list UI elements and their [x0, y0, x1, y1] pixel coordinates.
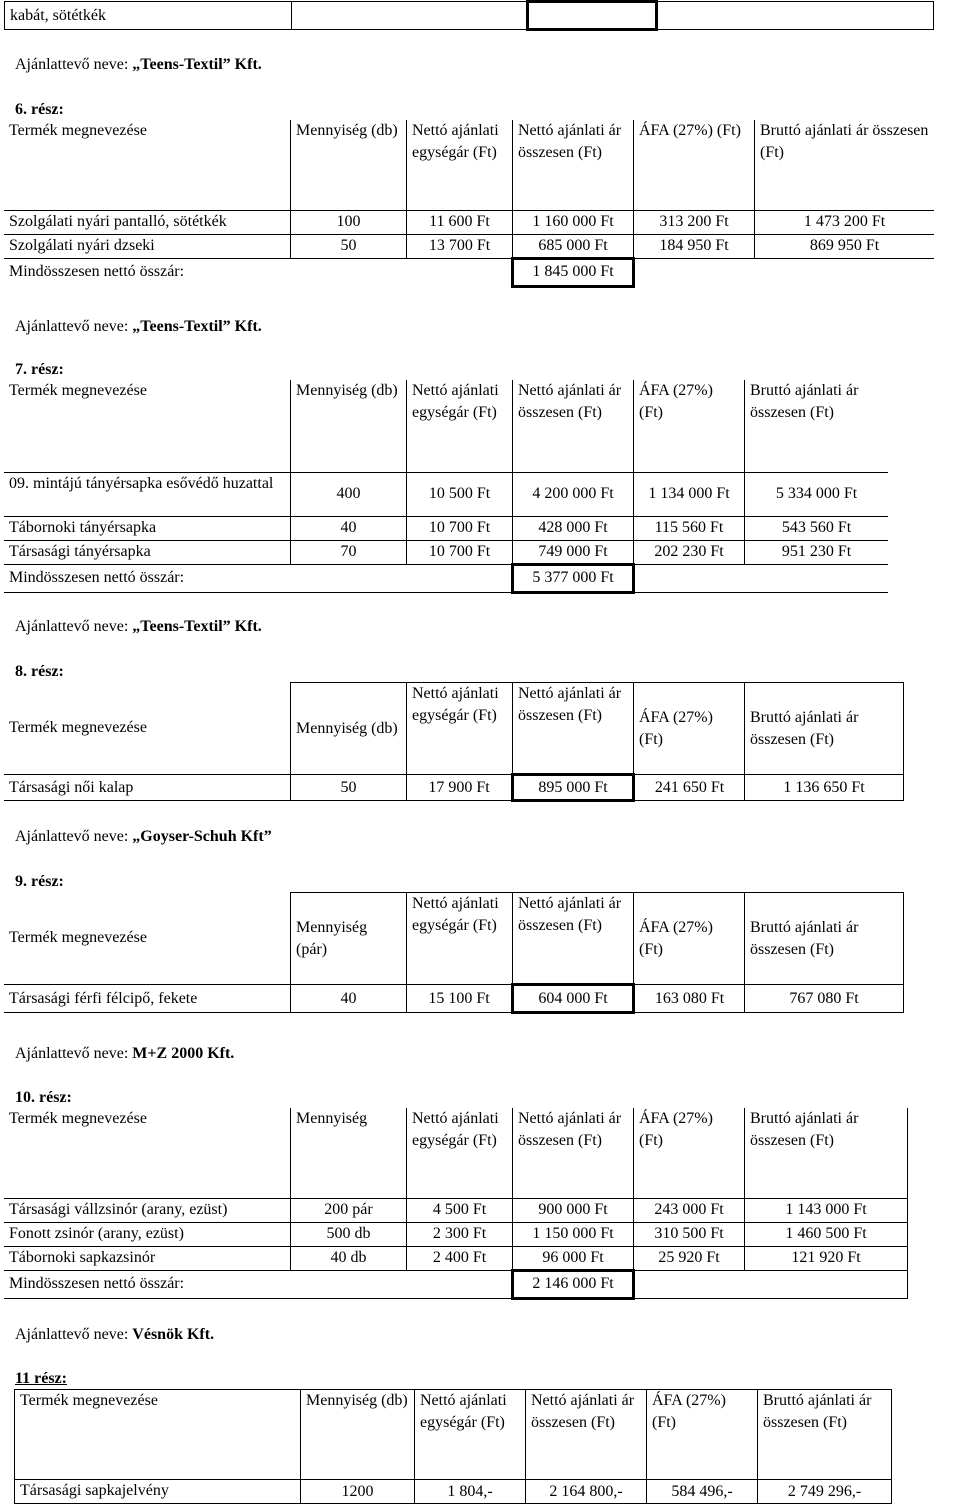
top-row-cell — [657, 2, 934, 30]
col-header: ÁFA (27%) (Ft) — [634, 893, 745, 985]
top-row-cell — [292, 2, 528, 30]
col-header: ÁFA (27%) (Ft) — [634, 120, 755, 210]
col-header: Nettó ajánlati ár összesen (Ft) — [513, 893, 634, 985]
bidder-line: Ajánlattevő neve: M+Z 2000 Kft. — [15, 1045, 235, 1062]
part-heading: 11 rész: — [15, 1370, 67, 1387]
col-header: Nettó ajánlati ár összesen (Ft) — [513, 120, 634, 210]
section-11-table — [14, 1389, 892, 1504]
total-value: 1 845 000 Ft — [513, 258, 634, 286]
total-label: Mindösszesen nettó összár: — [4, 258, 513, 286]
part-heading: 10. rész: — [15, 1089, 72, 1106]
bidder-name: „Teens-Textil” Kft. — [132, 318, 262, 335]
col-header: Termék megnevezése — [4, 893, 291, 985]
top-row-highlight-cell — [528, 2, 657, 30]
total-value: 2 146 000 Ft — [513, 1270, 634, 1298]
col-header: Nettó ajánlati egységár (Ft) — [407, 120, 513, 210]
total-row — [4, 258, 934, 286]
col-header: Termék megnevezése — [4, 683, 291, 775]
part-heading: 7. rész: — [15, 361, 64, 378]
col-header: Bruttó ajánlati ár összesen (Ft) — [745, 380, 889, 472]
col-header: ÁFA (27%) (Ft) — [634, 380, 745, 472]
total-label: Mindösszesen nettó összár: — [4, 1270, 513, 1298]
col-header: Termék megnevezése — [4, 120, 291, 210]
col-header: Nettó ajánlati ár összesen (Ft) — [513, 380, 634, 472]
col-header: Termék megnevezése — [4, 1108, 291, 1198]
bidder-name: „Teens-Textil” Kft. — [132, 618, 262, 635]
col-header: Nettó ajánlati egységár (Ft) — [407, 893, 513, 985]
table-row: Szolgálati nyári dzseki 50 13 700 Ft 685 000 Ft 184 950 Ft 869 950 Ft — [4, 234, 934, 258]
col-header: Mennyiség (db) — [291, 380, 407, 472]
total-row — [4, 564, 888, 592]
col-header: Nettó ajánlati ár összesen (Ft) — [513, 683, 634, 775]
top-partial-table — [4, 0, 934, 31]
col-header: Mennyiség — [291, 1108, 407, 1198]
total-value: 5 377 000 Ft — [513, 564, 634, 592]
part-heading: 8. rész: — [15, 663, 64, 680]
col-header: Nettó ajánlati ár összesen (Ft) — [526, 1390, 647, 1480]
col-header: ÁFA (27%) (Ft) — [634, 683, 745, 775]
bidder-name: „Teens-Textil” Kft. — [132, 56, 262, 73]
col-header: Bruttó ajánlati ár összesen (Ft) — [755, 120, 935, 210]
section-10-table — [4, 1108, 908, 1300]
bidder-line: Ajánlattevő neve: „Teens-Textil” Kft. — [15, 318, 262, 335]
bidder-line: Ajánlattevő neve: „Teens-Textil” Kft. — [15, 56, 262, 73]
bidder-line: Ajánlattevő neve: „Goyser-Schuh Kft” — [15, 828, 272, 845]
top-row-label: kabát, sötétkék — [5, 2, 292, 30]
section-9-table — [4, 892, 904, 1014]
col-header: Mennyiség (db) — [291, 120, 407, 210]
total-label: Mindösszesen nettó összár: — [4, 564, 513, 592]
part-heading: 6. rész: — [15, 101, 64, 118]
table-row: Társasági női kalap 50 17 900 Ft 895 000 Ft 241 650 Ft 1 136 650 Ft — [4, 775, 904, 801]
table-row: Tábornoki sapkazsinór 40 db 2 400 Ft 96 000 Ft 25 920 Ft 121 920 Ft — [4, 1246, 908, 1270]
bidder-line: Ajánlattevő neve: „Teens-Textil” Kft. — [15, 618, 262, 635]
table-row: Szolgálati nyári pantalló, sötétkék 100 11 600 Ft 1 160 000 Ft 313 200 Ft 1 473 200 Ft — [4, 210, 934, 234]
col-header: Bruttó ajánlati ár összesen (Ft) — [745, 893, 904, 985]
col-header: Bruttó ajánlati ár összesen (Ft) — [745, 683, 904, 775]
table-row: Társasági vállzsinór (arany, ezüst) 200 pár 4 500 Ft 900 000 Ft 243 000 Ft 1 143 000 Ft — [4, 1198, 908, 1222]
total-row — [4, 1270, 908, 1298]
col-header: Termék megnevezése — [15, 1390, 301, 1480]
table-row: 09. mintájú tányérsapka esővédő huzattal 400 10 500 Ft 4 200 000 Ft 1 134 000 Ft 5 334 000 Ft — [4, 472, 888, 516]
table-row: Társasági sapkajelvény 1200 1 804,- 2 164 800,- 584 496,- 2 749 296,- — [15, 1480, 892, 1504]
col-header: Bruttó ajánlati ár összesen (Ft) — [758, 1390, 892, 1480]
table-row: Társasági férfi félcipő, fekete 40 15 100 Ft 604 000 Ft 163 080 Ft 767 080 Ft — [4, 985, 904, 1013]
col-header: Nettó ajánlati ár összesen (Ft) — [513, 1108, 634, 1198]
table-row: Tábornoki tányérsapka 40 10 700 Ft 428 000 Ft 115 560 Ft 543 560 Ft — [4, 516, 888, 540]
col-header: Termék megnevezése — [4, 380, 291, 472]
col-header: Mennyiség (pár) — [291, 893, 407, 985]
col-header: ÁFA (27%) (Ft) — [634, 1108, 745, 1198]
bidder-line: Ajánlattevő neve: Vésnök Kft. — [15, 1326, 215, 1343]
section-7-table — [4, 380, 888, 594]
col-header: Mennyiség (db) — [301, 1390, 415, 1480]
section-6-table — [4, 120, 934, 288]
bidder-name: Vésnök Kft. — [132, 1326, 215, 1343]
col-header: Bruttó ajánlati ár összesen (Ft) — [745, 1108, 908, 1198]
section-8-table — [4, 682, 904, 802]
col-header: Nettó ajánlati egységár (Ft) — [407, 683, 513, 775]
part-heading: 9. rész: — [15, 873, 64, 890]
col-header: Nettó ajánlati egységár (Ft) — [415, 1390, 526, 1480]
table-row: Fonott zsinór (arany, ezüst) 500 db 2 300 Ft 1 150 000 Ft 310 500 Ft 1 460 500 Ft — [4, 1222, 908, 1246]
bidder-name: M+Z 2000 Kft. — [132, 1045, 235, 1062]
col-header: Nettó ajánlati egységár (Ft) — [407, 380, 513, 472]
col-header: ÁFA (27%) (Ft) — [647, 1390, 758, 1480]
bidder-name: „Goyser-Schuh Kft” — [132, 828, 272, 845]
table-row: Társasági tányérsapka 70 10 700 Ft 749 000 Ft 202 230 Ft 951 230 Ft — [4, 540, 888, 564]
col-header: Mennyiség (db) — [291, 683, 407, 775]
col-header: Nettó ajánlati egységár (Ft) — [407, 1108, 513, 1198]
